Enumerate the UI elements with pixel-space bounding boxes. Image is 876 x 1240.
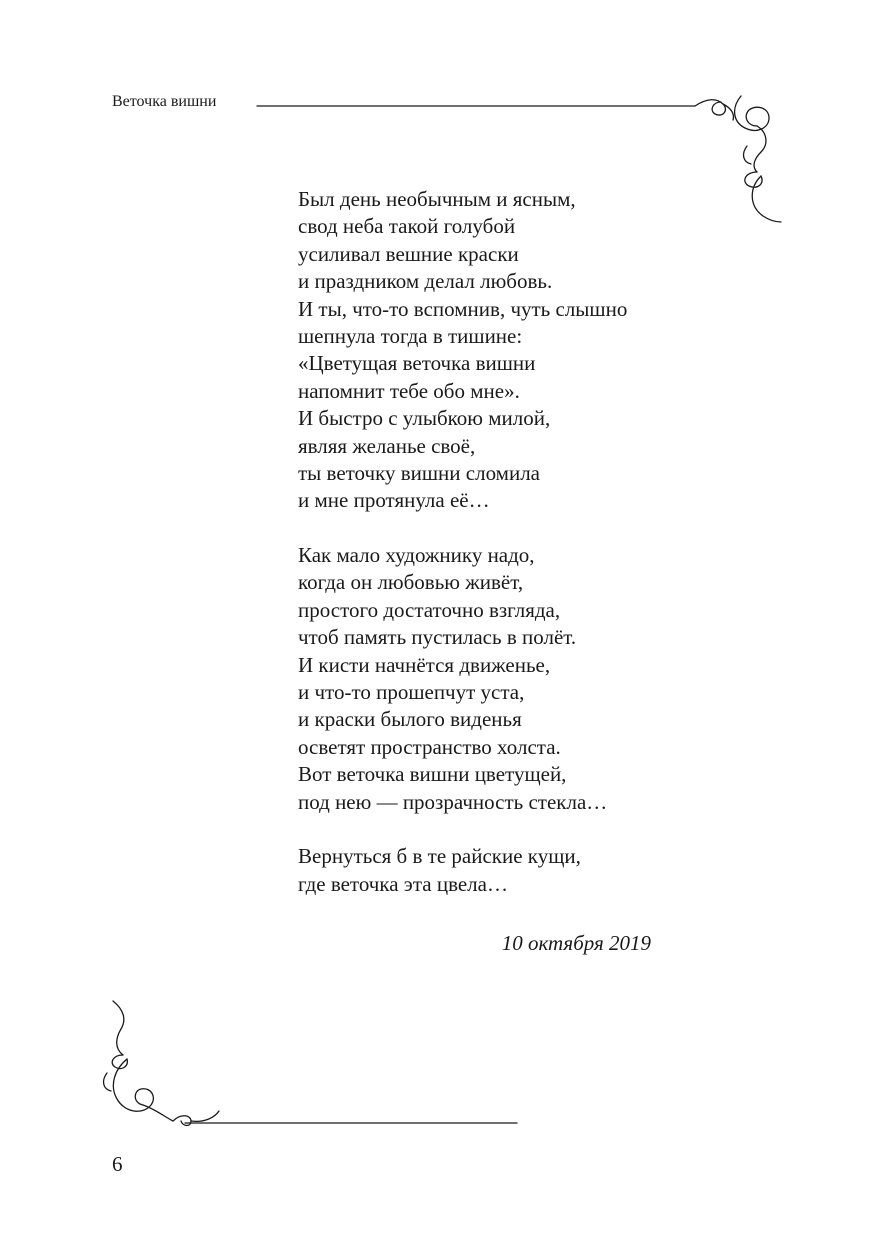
poem-line: «Цветущая веточка вишни <box>298 351 536 376</box>
poem-line: Вернуться б в те райские кущи, <box>298 844 581 869</box>
running-head: Веточка вишни <box>112 93 217 110</box>
poem-line: и мне протянула её… <box>298 488 490 513</box>
poem-date: 10 октября 2019 <box>501 931 651 955</box>
poem-line: и краски былого виденья <box>298 707 522 732</box>
poem-line: когда он любовью живёт, <box>298 570 524 595</box>
poem-line: И кисти начнётся движенье, <box>298 652 551 677</box>
poem-line: чтоб память пустилась в полёт. <box>298 625 577 650</box>
poem-line: являя желанье своё, <box>298 433 476 458</box>
poem-line: осветят пространство холста. <box>298 734 561 759</box>
poem-line: и что-то прошепчут уста, <box>298 680 525 705</box>
poem-line: свод неба такой голубой <box>298 214 516 239</box>
poem-line: Вот веточка вишни цветущей, <box>298 762 567 787</box>
poem-line: шепнула тогда в тишине: <box>298 323 523 348</box>
poem-line: и праздником делал любовь. <box>298 269 553 294</box>
poem-line: И быстро с улыбкою милой, <box>298 406 551 431</box>
poem <box>298 186 698 926</box>
stanza <box>298 843 698 898</box>
poem-line: ты веточку вишни сломила <box>298 460 541 485</box>
poem-line: напомнит тебе обо мне». <box>298 378 520 403</box>
poem-line: Был день необычным и ясным, <box>298 187 576 211</box>
stanza <box>298 542 698 816</box>
poem-line: простого достаточно взгляда, <box>298 597 561 622</box>
poem-line: где веточка эта цвела… <box>298 871 508 896</box>
flourish-ornament-bottom <box>95 995 525 1135</box>
poem-line: усиливал вешние краски <box>298 241 519 266</box>
poem-line: И ты, что-то вспомнив, чуть слышно <box>298 296 628 321</box>
page-number: 6 <box>112 1152 123 1176</box>
poem-line: Как мало художнику надо, <box>298 543 535 568</box>
stanza <box>298 186 698 515</box>
poem-line: под нею — прозрачность стекла… <box>298 789 608 814</box>
